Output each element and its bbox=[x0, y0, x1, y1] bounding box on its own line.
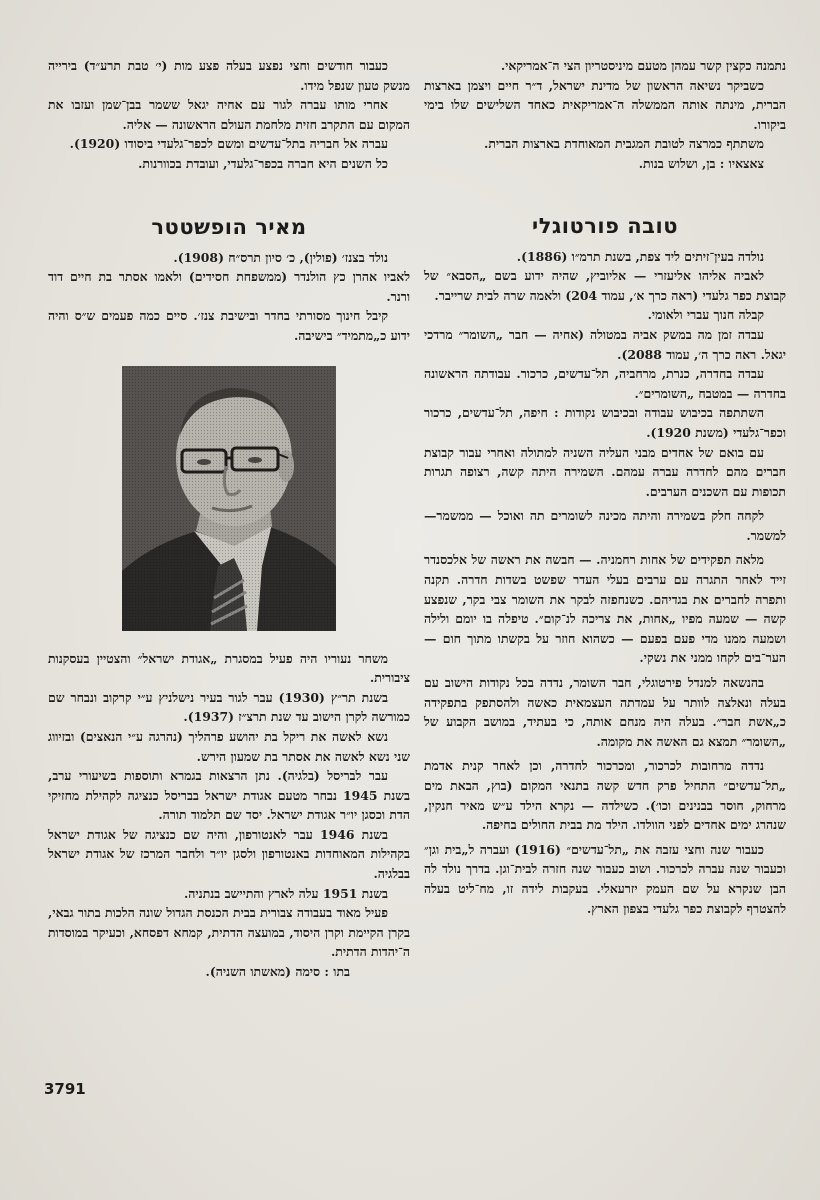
paragraph: עברה אל חבריה בתל־עדשים ומשם לכפר־גלעדי ביסודו (1920). bbox=[69, 136, 388, 152]
paragraph: בשנת 1946 עבר לאנטורפון, והיה שם כנציגה של אגודת ישראל בקהילות המאוחדות באנטורפון ולסגן יו״ר ולחבר המרכז של אגודת ישראל בבלגיה. bbox=[48, 826, 410, 882]
paragraph: בשנת תר״ץ (1930) עבר לגור בעיר נישלניץ ע״י קרקוב ונבחר שם כמורשה לקרן הישוב עד שנת תרצ״ז (1937). bbox=[48, 689, 410, 725]
paragraph: נולד בצנז׳ (פולין), כ׳ סיון תרס״ח (1908). bbox=[173, 249, 388, 265]
page-number: 3791 bbox=[44, 1080, 86, 1098]
right-column bbox=[424, 56, 786, 918]
paragraph: לאביה אליהו אליעזרי — אליוביץ, שהיה ידוע בשם „הסבא״ של קבוצת כפר גלעדי (ראה כרך א׳, עמוד 204) ולאמה שרה לבית שרייבר. bbox=[424, 268, 786, 303]
paragraph: מלאה תפקידים של אחות רחמניה. — חבשה את ראשה של אלכסנדר זייד לאחר התגרה עם ערבים בעלי העדר שפשט בשדות חדרה. תקנה ותפרה לחברים את בגדיהם. כשנחפזה לבקר את השומר צבי בקר, שנפצע קשה — שמעה מפיו „אחות, את צריכה לנ־קום״. טיפלה בו יומם ולילה ושמעה ממנו מדי פעם בפעם — כשהוא חוזר על בקשתו מתוך חום — הער־בים לקחו ממני את נשקי. bbox=[424, 552, 786, 666]
paragraph: השתתפה בכיבוש עבודה ובכיבוש נקודות : חיפה, תל־עדשים, כרכור וכפר־גלעדי (משנת 1920). bbox=[424, 405, 786, 440]
paragraph: עבר לבריסל (בלגיה). נתן הרצאות בגמרא ותוספות בשיעורי ערב, בשנת 1945 נבחר מטעם אגודת ישראל בבריסל כנציגה לקהילת מחזיקי הדת וכסגן יו״ר אגודת ישראל. יסד שם תלמוד תורה. bbox=[48, 768, 410, 823]
offspring-line: צאצאיו : בן, ושלוש בנות. bbox=[638, 155, 764, 171]
paragraph: נדדה מרחובות לכרכור, ומכרכור לחדרה, וכן לאחר קנית אדמת „תל־עדשים״ התחיל פרק חדש קשה בתנאי המקום (בוץ, הבאת מים מרחוק, חוסר בבנינים וכו׳). כשילדה — נקרא הילד ע״ש מאיר חנקין, שנהרג ימים אחדים לפני הוולדו. הילד מת בבית החולים בחיפה. bbox=[424, 758, 786, 833]
paragraph: כל השנים היא חברה בכפר־גלעדי, ועובדת בכוורנות. bbox=[138, 155, 388, 171]
paragraph: אחרי מותו עברה לגור עם אחיה יגאל ששמר בבן־שמן ועזבו את המקום עם התקרב חזית מלחמת העולם הראשונה — אליה. bbox=[48, 97, 410, 132]
paragraph: עבדה בחדרה, כנרת, מרחביה, תל־עדשים, כרכור. עבודתה הראשונה בחדרה — במטבח „השומרים״. bbox=[424, 366, 786, 401]
left-column bbox=[48, 56, 410, 982]
paragraph: כשביקר נשיאה הראשון של מדינת ישראל, ד״ר חיים ויצמן בארצות הברית, מינתה אותה הממשלה ה־אמריקאית כאחד השלישים שלו בימי ביקורו. bbox=[424, 77, 786, 132]
paragraph: קיבל חינוך מסורתי בחדר ובישיבת צנז׳. סיים כמה פעמים ש״ס והיה ידוע כ„מתמיד״ בישיבה. bbox=[48, 308, 410, 343]
paragraph: עם בואם של אחדים מבני העליה השניה למתולה ואחרי עבור קבוצת חברים מהם לחדרה עברה עמהם. השמירה היתה קשה, רצופה תגרות תכופות עם השכנים הערבים. bbox=[424, 444, 786, 499]
entry-title: טובה פורטוגלי bbox=[532, 213, 678, 238]
paragraph: עבדה זמן מה במשק אביה במטולה (אחיה — חבר „השומר״ מרדכי יגאל. ראה כרך ה׳, עמוד 2088). bbox=[424, 326, 786, 362]
paragraph: קבלה חנוך עברי ולאומי. bbox=[647, 307, 764, 323]
paragraph: נתמנה כקצין קשר עמהן מטעם מיניסטריון הצי ה־אמריקאי. bbox=[500, 58, 786, 73]
paragraph: משחר נעוריו היה פעיל במסגרת „אגודת ישראל״ והצטיין בעסקנות ציבורית. bbox=[48, 650, 410, 686]
paragraph: בהנשאה למנדל פירטוגלי, חבר השומר, נדדה בכל נקודות הישוב עם בעלה ונאלצה לוותר על עמדתה העצמאית כאשה ולהסתפק בתפקידה כ„אשת חבר״. בעלה היה מנחם אותה, כי בעתיד, במושב הקבוע של „השומר״ תמצא גם האשה את מקומה. bbox=[424, 675, 786, 749]
paragraph: משתתף כמרצה לטובת המגבית המאוחדת בארצות הברית. bbox=[484, 136, 764, 152]
paragraph: בשנת 1951 עלה לארץ והתיישב בנתניה. bbox=[183, 885, 388, 901]
paragraph: לקחה חלק בשמירה והיתה מכינה לשומרים תה ואוכל — ממשמר— למשמר. bbox=[424, 508, 786, 543]
paragraph: נולדה בעין־זיתים ליד צפת, בשנת תרמ״ו (1886). bbox=[516, 248, 764, 264]
paragraph: נשא לאשה את ריקל בת יהושע פרהליך (נהרגה ע״י הנאצים) ובזיווג שני נשא לאשה את אסתר בת שמעון הירש. bbox=[48, 728, 410, 764]
daughter-line: בתו : סימה (מאשתו השניה). bbox=[205, 964, 350, 980]
paragraph: כעבור חודשים וחצי נפצע בעלה פצע מות (י׳ טבת תרע״ד) בירייה מנשק טעון שנפל מידו. bbox=[48, 58, 410, 93]
paragraph: לאביו אהרן כץ הולנדר (ממשפחת חסידים) ולאמו אסתר בת חיים דוד ורנר. bbox=[48, 269, 410, 304]
paragraph: פעיל מאוד בעבודה צבורית בבית הכנסת הגדול שונה הלכות בתור גבאי, בקרן הקיימת וקרן היסוד, במועצה הדתית, קמחא דפסחא, וכעיקר במוסדות ה־יהדות הדתית. bbox=[48, 905, 410, 960]
entry-title: מאיר הופשטטר bbox=[151, 214, 307, 239]
portrait-photo bbox=[122, 366, 336, 631]
portrait-image bbox=[122, 366, 336, 631]
paragraph: כעבור שנה וחצי עזבה את „תל־עדשים״ (1916) ועברה ל„בית וגן״ וכעבור שנה עברה לכרכור. ושוב כעבור שנה חזרה לבית־וגן. בדרך נולד לה הבן שנקרא על שם העמק יזרעאלי. בעקבות לידה זו, מח־ליט בעלה להצטרף לקבוצת כפר גלעדי בצפון הארץ. bbox=[424, 841, 786, 916]
